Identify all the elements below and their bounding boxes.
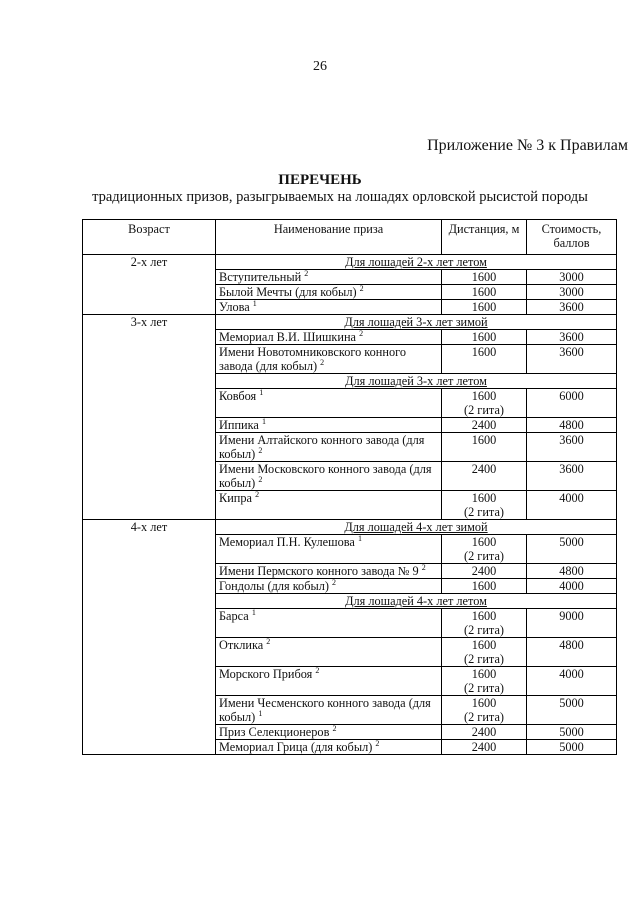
prize-name-cell xyxy=(216,462,442,491)
distance-cell xyxy=(442,725,527,740)
distance-value: 1600 xyxy=(471,638,497,652)
heats-note: (2 гита) xyxy=(463,710,505,724)
distance-cell xyxy=(442,270,527,285)
heats-note: (2 гита) xyxy=(463,403,505,417)
prize-name-cell xyxy=(216,418,442,433)
cost-cell: 3000 xyxy=(527,285,617,300)
prize-name: Ковбоя xyxy=(219,389,257,403)
prize-name: Отклика xyxy=(219,638,264,652)
prize-name-cell xyxy=(216,609,442,638)
prize-name: Приз Селекционеров xyxy=(219,725,330,739)
distance-cell xyxy=(442,535,527,564)
group-label: Для лошадей 3-х лет зимой xyxy=(216,315,617,330)
distance-cell xyxy=(442,696,527,725)
table-header-row xyxy=(83,220,617,255)
group-row xyxy=(83,315,617,330)
cost-cell: 5000 xyxy=(527,725,617,740)
cost-cell: 4000 xyxy=(527,667,617,696)
document-title: ПЕРЕЧЕНЬ xyxy=(278,172,362,188)
header-name: Наименование приза xyxy=(216,220,442,255)
prize-name: Имени Пермского конного завода № 9 xyxy=(219,564,419,578)
distance-cell xyxy=(442,609,527,638)
distance-cell xyxy=(442,740,527,755)
prize-name: Былой Мечты (для кобыл) xyxy=(219,285,357,299)
cost-cell: 3600 xyxy=(527,345,617,374)
prize-name: Имени Новотомниковского конного завода (для кобыл) xyxy=(219,345,407,373)
cost-cell: 3600 xyxy=(527,433,617,462)
group-label: Для лошадей 4-х лет летом xyxy=(216,594,617,609)
prize-name: Барса xyxy=(219,609,249,623)
age-cell: 4-х лет xyxy=(83,520,216,755)
distance-cell xyxy=(442,579,527,594)
prize-name-cell xyxy=(216,270,442,285)
distance-cell xyxy=(442,345,527,374)
prize-name-cell xyxy=(216,740,442,755)
cost-cell: 3600 xyxy=(527,300,617,315)
heats-note: (2 гита) xyxy=(463,681,505,695)
group-row xyxy=(83,520,617,535)
age-cell: 2-х лет xyxy=(83,255,216,315)
prize-name-cell xyxy=(216,345,442,374)
cost-cell: 5000 xyxy=(527,696,617,725)
footnote-mark: 2 xyxy=(375,738,380,748)
heats-note: (2 гита) xyxy=(463,549,505,563)
group-label: Для лошадей 4-х лет зимой xyxy=(216,520,617,535)
prize-name-cell xyxy=(216,300,442,315)
cost-cell: 6000 xyxy=(527,389,617,418)
prize-name: Имени Алтайского конного завода (для кобыл) xyxy=(219,433,425,461)
cost-cell: 3600 xyxy=(527,462,617,491)
footnote-mark: 2 xyxy=(255,489,260,499)
header-distance: Дистанция, м xyxy=(442,220,527,255)
prize-name: Мемориал В.И. Шишкина xyxy=(219,330,357,344)
group-row xyxy=(83,255,617,270)
prize-name-cell xyxy=(216,285,442,300)
footnote-mark: 1 xyxy=(258,708,263,718)
footnote-mark: 2 xyxy=(266,636,271,646)
distance-value: 1600 xyxy=(471,285,497,299)
distance-value: 1600 xyxy=(471,696,497,710)
footnote-mark: 1 xyxy=(261,416,266,426)
cost-cell: 4800 xyxy=(527,418,617,433)
distance-value: 1600 xyxy=(471,535,497,549)
cost-cell: 4000 xyxy=(527,579,617,594)
distance-value: 1600 xyxy=(471,270,497,284)
prize-name-cell xyxy=(216,491,442,520)
table-body xyxy=(83,255,617,755)
footnote-mark: 1 xyxy=(357,533,362,543)
prize-name: Улова xyxy=(219,300,250,314)
distance-value: 1600 xyxy=(471,433,497,447)
prizes-table xyxy=(82,219,617,755)
prize-name-cell xyxy=(216,535,442,564)
cost-cell: 5000 xyxy=(527,535,617,564)
footnote-mark: 2 xyxy=(258,445,263,455)
footnote-mark: 2 xyxy=(332,723,337,733)
footnote-mark: 1 xyxy=(252,298,257,308)
age-cell: 3-х лет xyxy=(83,315,216,520)
distance-value: 2400 xyxy=(471,462,497,476)
cost-cell: 4800 xyxy=(527,638,617,667)
prize-name: Мемориал П.Н. Кулешова xyxy=(219,535,355,549)
heats-note: (2 гита) xyxy=(463,652,505,666)
prize-name-cell xyxy=(216,638,442,667)
appendix-label: Приложение № 3 к Правилам xyxy=(427,137,628,154)
distance-value: 2400 xyxy=(471,725,497,739)
distance-value: 2400 xyxy=(471,564,497,578)
footnote-mark: 1 xyxy=(259,387,264,397)
distance-cell xyxy=(442,300,527,315)
distance-cell xyxy=(442,285,527,300)
cost-cell: 5000 xyxy=(527,740,617,755)
footnote-mark: 2 xyxy=(304,268,309,278)
distance-value: 2400 xyxy=(471,740,497,754)
distance-cell xyxy=(442,330,527,345)
cost-cell: 9000 xyxy=(527,609,617,638)
prize-name-cell xyxy=(216,433,442,462)
distance-value: 1600 xyxy=(471,491,497,505)
cost-cell: 3600 xyxy=(527,330,617,345)
heats-note: (2 гита) xyxy=(463,623,505,637)
distance-cell xyxy=(442,667,527,696)
prize-name: Вступительный xyxy=(219,270,302,284)
distance-value: 2400 xyxy=(471,418,497,432)
prize-name-cell xyxy=(216,564,442,579)
distance-cell xyxy=(442,638,527,667)
footnote-mark: 2 xyxy=(359,328,364,338)
footnote-mark: 2 xyxy=(320,357,325,367)
prize-name-cell xyxy=(216,330,442,345)
prize-name: Мемориал Грица (для кобыл) xyxy=(219,740,373,754)
prize-name: Морского Прибоя xyxy=(219,667,313,681)
distance-value: 1600 xyxy=(471,300,497,314)
footnote-mark: 2 xyxy=(359,283,364,293)
heats-note: (2 гита) xyxy=(463,505,505,519)
distance-value: 1600 xyxy=(471,579,497,593)
header-age: Возраст xyxy=(83,220,216,255)
footnote-mark: 1 xyxy=(251,607,256,617)
distance-cell xyxy=(442,491,527,520)
group-label: Для лошадей 2-х лет летом xyxy=(216,255,617,270)
prize-name: Гондолы (для кобыл) xyxy=(219,579,329,593)
distance-cell xyxy=(442,462,527,491)
prize-name: Иппика xyxy=(219,418,259,432)
distance-cell xyxy=(442,564,527,579)
cost-cell: 4800 xyxy=(527,564,617,579)
footnote-mark: 2 xyxy=(258,474,263,484)
prize-name: Кипра xyxy=(219,491,252,505)
group-label: Для лошадей 3-х лет летом xyxy=(216,374,617,389)
prize-name: Имени Московского конного завода (для кобыл) xyxy=(219,462,432,490)
prize-name-cell xyxy=(216,696,442,725)
footnote-mark: 2 xyxy=(315,665,320,675)
cost-cell: 3000 xyxy=(527,270,617,285)
distance-value: 1600 xyxy=(471,389,497,403)
distance-value: 1600 xyxy=(471,345,497,359)
footnote-mark: 2 xyxy=(332,577,337,587)
distance-cell xyxy=(442,433,527,462)
cost-cell: 4000 xyxy=(527,491,617,520)
distance-value: 1600 xyxy=(471,330,497,344)
prize-name-cell xyxy=(216,725,442,740)
page-number: 26 xyxy=(313,59,327,74)
prize-name-cell xyxy=(216,579,442,594)
prize-name-cell xyxy=(216,667,442,696)
document-subtitle: традиционных призов, разыгрываемых на лошадях орловской рысистой породы xyxy=(92,189,588,205)
distance-value: 1600 xyxy=(471,609,497,623)
distance-value: 1600 xyxy=(471,667,497,681)
prize-name: Имени Чесменского конного завода (для кобыл) xyxy=(219,696,431,724)
distance-cell xyxy=(442,418,527,433)
prize-name-cell xyxy=(216,389,442,418)
distance-cell xyxy=(442,389,527,418)
footnote-mark: 2 xyxy=(421,562,426,572)
header-cost: Стоимость, баллов xyxy=(527,220,617,255)
